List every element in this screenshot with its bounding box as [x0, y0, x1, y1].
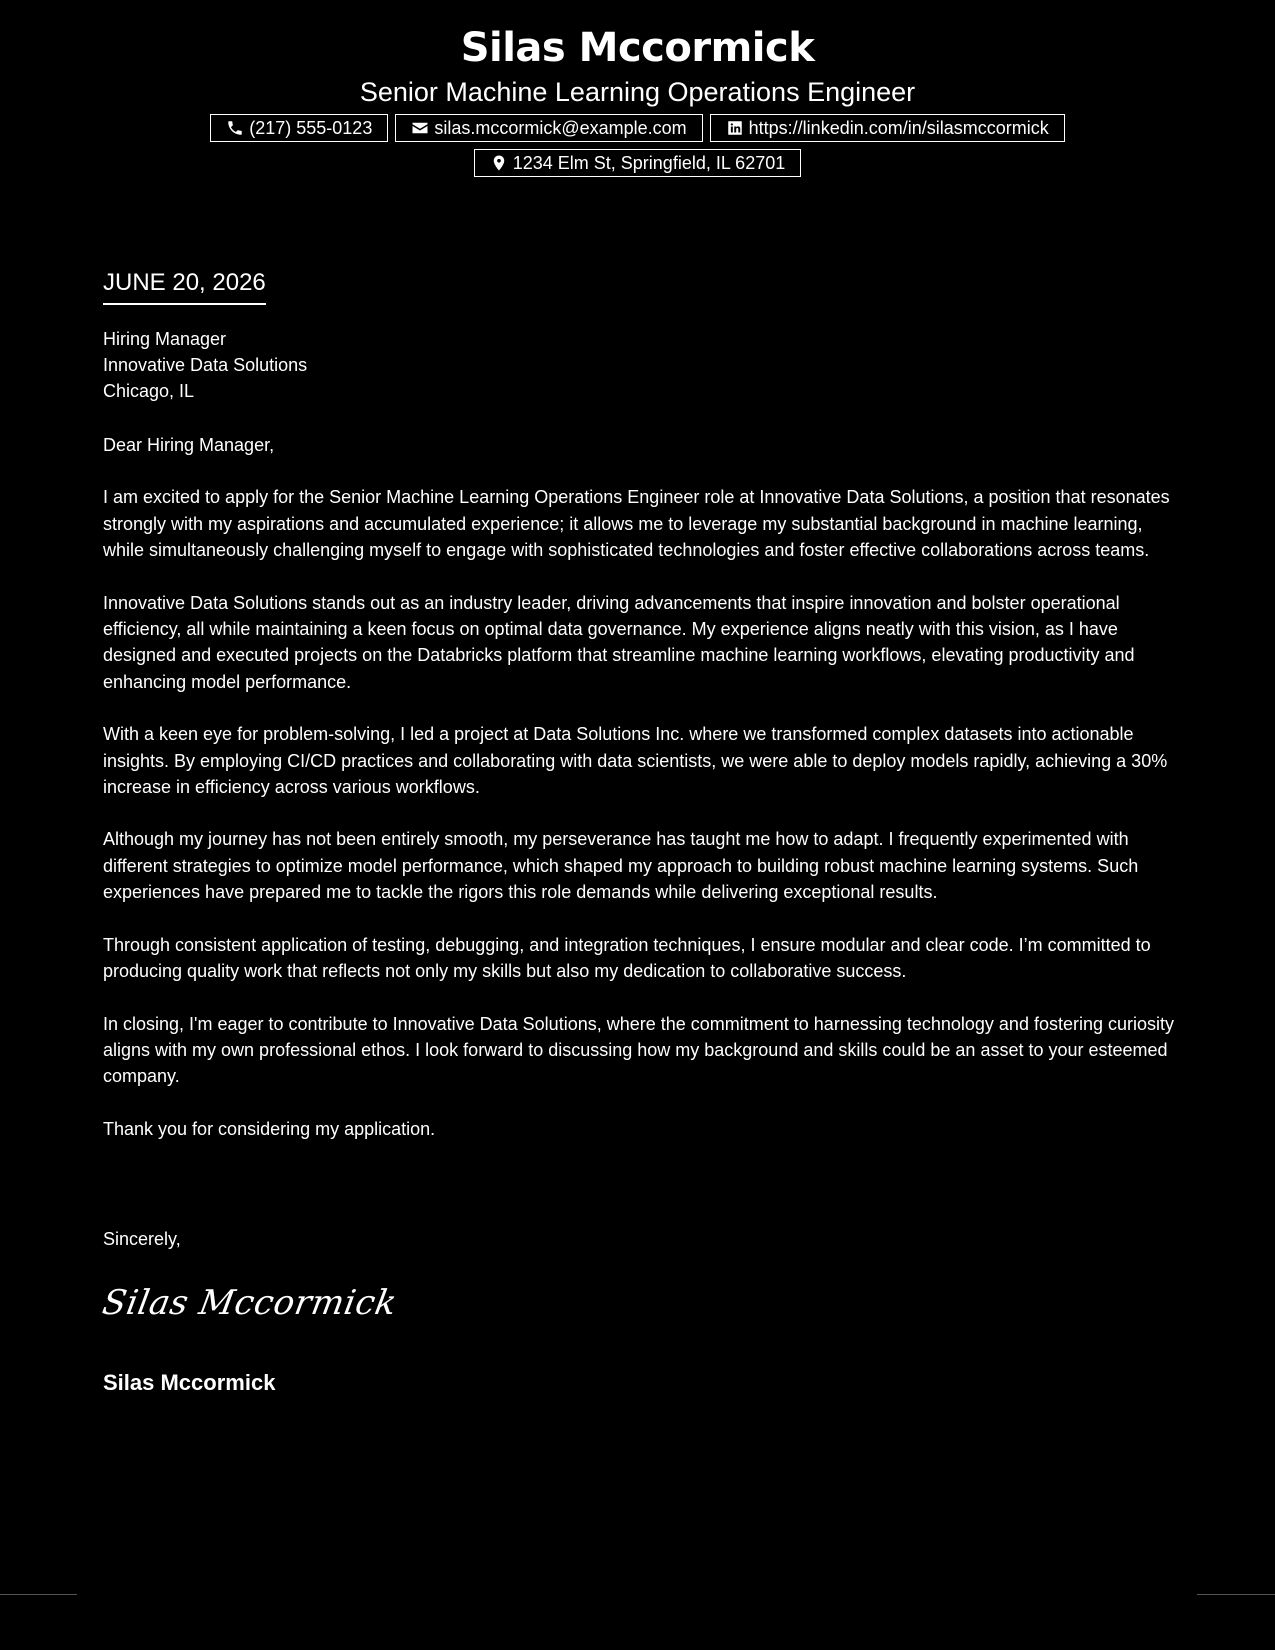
body-paragraph: I am excited to apply for the Senior Machine Learning Operations Engineer role at Innovative Data Solutions, a position that resonates strongly with my aspirations and accumulated experience; it allows me to leverage my substantial background in machine learning, while simultaneously challenging myself to engage with sophisticated technologies and foster effective collaborations across teams.	[103, 487, 1170, 561]
linkedin-icon	[726, 119, 744, 137]
body-paragraph: Through consistent application of testing, debugging, and integration techniques, I ensure modular and clear code. I’m committed to producing quality work that reflects not only my skills but also my dedication to collaborative success.	[103, 934, 1151, 982]
email-text: silas.mccormick@example.com	[434, 117, 687, 138]
contact-row-address	[0, 149, 1275, 177]
address-chip[interactable]	[474, 149, 802, 177]
address-text: 1234 Elm St, Springfield, IL 62701	[512, 152, 786, 173]
contact-row	[0, 114, 1275, 142]
recipient-block	[103, 326, 307, 404]
map-pin-icon	[490, 154, 508, 172]
linkedin-chip[interactable]	[710, 114, 1065, 142]
envelope-icon	[411, 119, 429, 137]
body-paragraph: With a keen eye for problem-solving, I led a project at Data Solutions Inc. where we transformed complex datasets into actionable insights. By employing CI/CD practices and collaborating with data scientists, we were able to deploy models rapidly, achieving a 30% increase in efficiency across various workflows.	[103, 724, 1168, 798]
body-paragraph: In closing, I'm eager to contribute to Innovative Data Solutions, where the commitment to harnessing technology and fostering curiosity aligns with my own professional ethos. I look forward to discussing how my background and skills could be an asset to your esteemed company.	[103, 1013, 1175, 1087]
footer-rule-right	[1197, 1594, 1275, 1595]
recipient-location: Chicago, IL	[103, 381, 195, 401]
body-paragraph: Although my journey has not been entirely smooth, my perseverance has taught me how to adapt. I frequently experimented with different strategies to optimize model performance, which shaped my approach to building robust machine learning systems. Such experiences have prepared me to tackle the rigors this role demands while delivering exceptional results.	[103, 829, 1139, 903]
salutation: Dear Hiring Manager,	[103, 435, 275, 455]
recipient-name: Hiring Manager	[103, 329, 227, 349]
letter-body	[103, 432, 1175, 1168]
body-paragraph: Innovative Data Solutions stands out as an industry leader, driving advancements that inspire innovation and bolster operational efficiency, all while maintaining a keen focus on optimal data governance. My experience aligns neatly with this vision, as I have designed and executed projects on the Databricks platform that streamline machine learning workflows, elevating productivity and enhancing model performance.	[103, 592, 1135, 692]
recipient-company: Innovative Data Solutions	[103, 355, 308, 375]
applicant-title: Senior Machine Learning Operations Engineer	[359, 77, 916, 107]
linkedin-text: https://linkedin.com/in/silasmccormick	[748, 117, 1049, 138]
email-chip[interactable]	[395, 114, 702, 142]
applicant-name: Silas Mccormick	[460, 25, 815, 71]
closing: Sincerely,	[103, 1229, 181, 1249]
phone-text: (217) 555-0123	[249, 117, 373, 138]
phone-icon	[226, 119, 244, 137]
footer-rule-left	[0, 1594, 77, 1595]
phone-chip[interactable]	[210, 114, 388, 142]
letter-header	[0, 20, 1275, 184]
body-paragraph: Thank you for considering my application.	[103, 1118, 436, 1139]
handwritten-signature: Silas Mccormick	[99, 1283, 400, 1323]
typed-name: Silas Mccormick	[103, 1370, 276, 1395]
letter-date: JUNE 20, 2026	[103, 267, 266, 305]
